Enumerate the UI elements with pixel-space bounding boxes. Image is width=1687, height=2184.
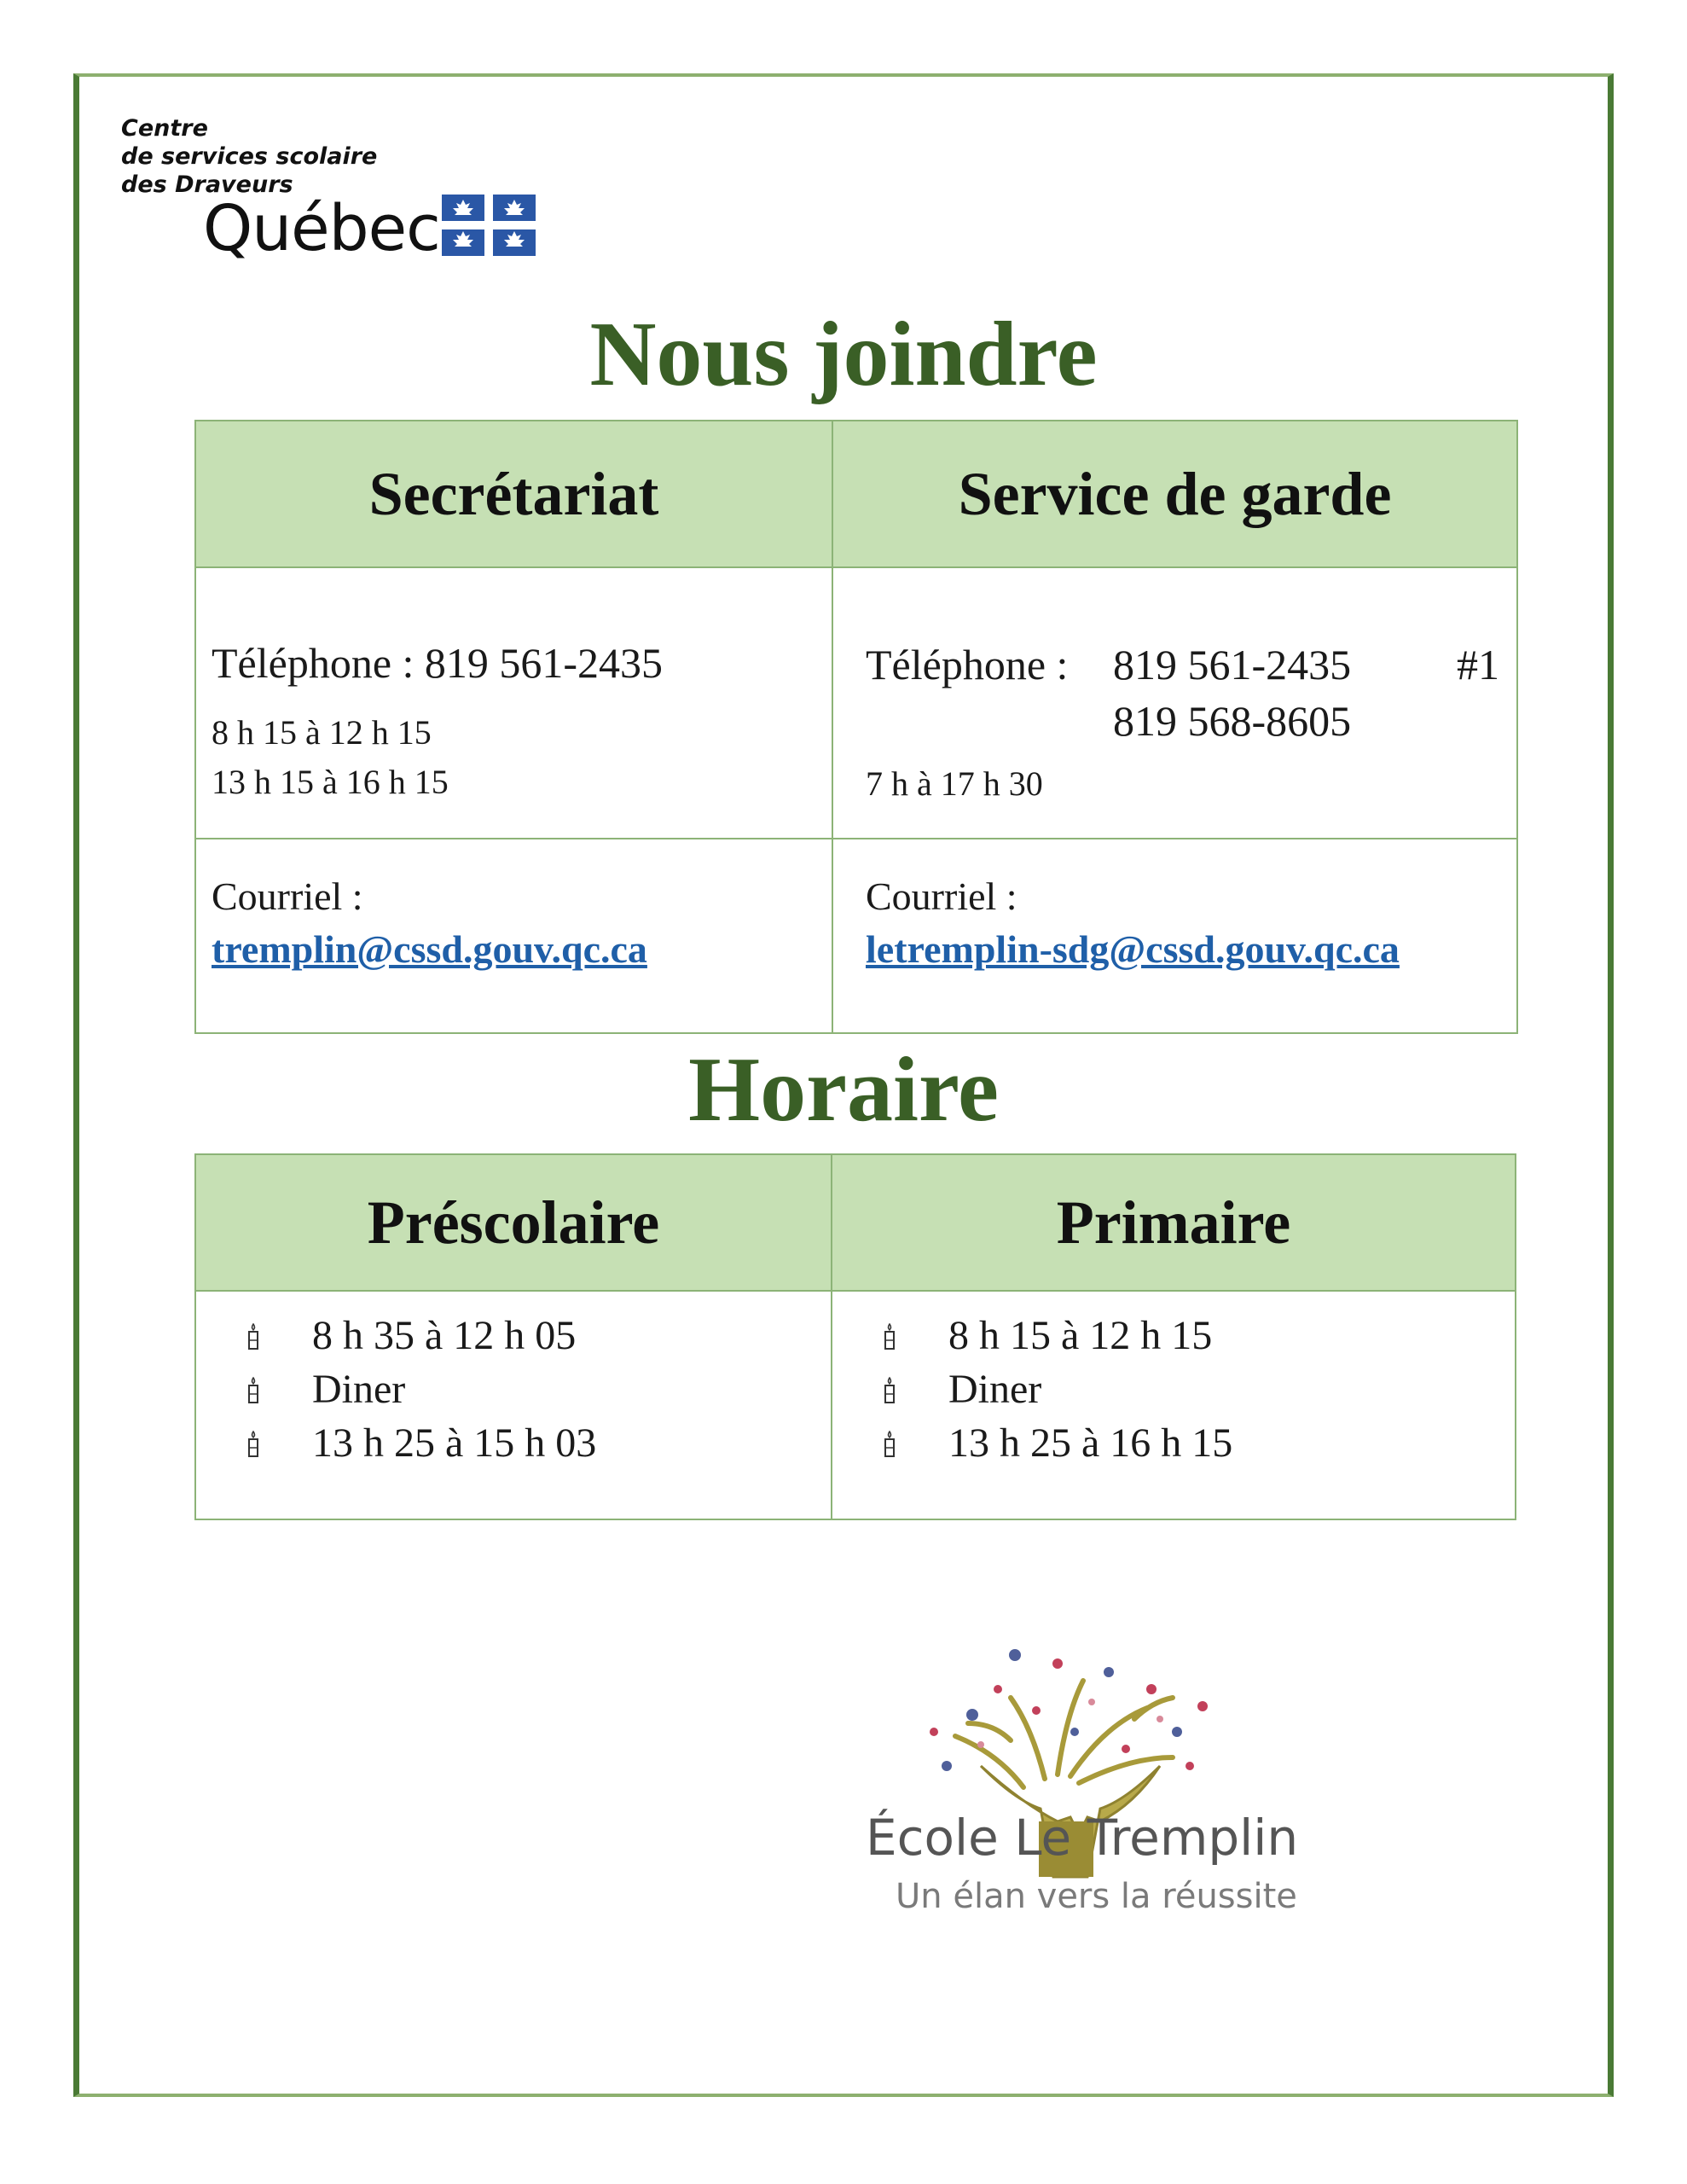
secretariat-email-cell: [195, 839, 832, 1033]
secretariat-phone-label: Téléphone :: [212, 639, 415, 687]
list-item: [197, 1416, 830, 1470]
schedule-title: Horaire: [688, 1039, 999, 1141]
quebec-wordmark: Québec: [203, 192, 440, 265]
contact-title: Nous joindre: [589, 304, 1098, 405]
daycare-hours: 7 h à 17 h 30: [866, 764, 1043, 803]
candle-bullet-icon: [244, 1416, 263, 1470]
list-item: [197, 1362, 830, 1416]
daycare-phone-2[interactable]: 819 568-8605: [1113, 697, 1352, 745]
preschool-list: [197, 1309, 830, 1470]
candle-bullet-icon: [244, 1309, 263, 1362]
quebec-flag-icon: [442, 195, 536, 256]
primary-item-2: Diner: [948, 1367, 1042, 1412]
candle-bullet-icon: [244, 1362, 263, 1416]
org-line-3: des Draveurs: [121, 171, 293, 198]
preschool-item-1: 8 h 35 à 12 h 05: [312, 1313, 577, 1358]
list-item: [833, 1362, 1514, 1416]
primary-heading: Primaire: [832, 1154, 1516, 1291]
schedule-table: [194, 1153, 1516, 1520]
secretariat-email-link[interactable]: tremplin@cssd.gouv.qc.ca: [212, 927, 647, 971]
daycare-email-cell: [832, 839, 1517, 1033]
daycare-email-link[interactable]: letremplin-sdg@cssd.gouv.qc.ca: [866, 927, 1400, 971]
primary-item-3: 13 h 25 à 16 h 15: [948, 1420, 1233, 1466]
preschool-heading: Préscolaire: [195, 1154, 832, 1291]
list-item: [833, 1416, 1514, 1470]
secretariat-hours-2: 13 h 15 à 16 h 15: [212, 763, 449, 801]
primary-cell: [832, 1291, 1516, 1519]
cssd-logo-text: [121, 114, 377, 199]
secretariat-email-label: Courriel :: [212, 874, 363, 918]
daycare-phone-label: Téléphone :: [866, 641, 1069, 688]
list-item: [833, 1309, 1514, 1362]
primary-item-1: 8 h 15 à 12 h 15: [948, 1313, 1213, 1358]
secretariat-hours-1: 8 h 15 à 12 h 15: [212, 713, 432, 752]
secretariat-heading: Secrétariat: [195, 421, 832, 567]
org-line-1: Centre: [121, 115, 208, 142]
daycare-email-label: Courriel :: [866, 874, 1017, 918]
preschool-item-3: 13 h 25 à 15 h 03: [312, 1420, 597, 1466]
org-line-2: de services scolaire: [121, 143, 378, 170]
list-item: [197, 1309, 830, 1362]
candle-bullet-icon: [880, 1362, 899, 1416]
secretariat-phone-cell: [195, 567, 832, 839]
daycare-phone-cell: [832, 567, 1517, 839]
school-name: École Le Tremplin: [866, 1809, 1299, 1867]
daycare-heading: Service de garde: [832, 421, 1517, 567]
candle-bullet-icon: [880, 1309, 899, 1362]
school-slogan: Un élan vers la réussite: [896, 1877, 1297, 1916]
preschool-item-2: Diner: [312, 1367, 406, 1412]
daycare-phone-1[interactable]: 819 561-2435: [1113, 641, 1352, 688]
contact-table: [194, 420, 1518, 1034]
daycare-phone-ext: #1: [1457, 641, 1499, 688]
primary-list: [833, 1309, 1514, 1470]
candle-bullet-icon: [880, 1416, 899, 1470]
preschool-cell: [195, 1291, 832, 1519]
secretariat-phone[interactable]: 819 561-2435: [424, 639, 664, 687]
